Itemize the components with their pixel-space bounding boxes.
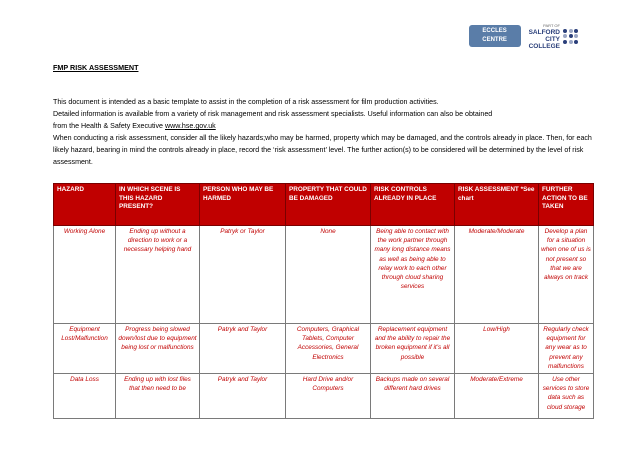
cell-further-action: Regularly check equipment for any wear as to prevent any malfunctions <box>539 324 594 374</box>
cell-controls: Being able to contact with the work partner through many long distance means as well as being able to relay work to each other through cloud sharing services <box>371 226 455 324</box>
header-assessment: RISK ASSESSMENT *See chart <box>455 184 539 226</box>
intro-line-2: Detailed information is available from a variety of risk management and risk assessment specialists. Useful information can also be obtained <box>53 110 493 118</box>
cell-person: Patryk and Taylor <box>200 324 286 374</box>
table-row <box>54 374 594 419</box>
cell-scene: Ending up without a direction to work or a necessary helping hand <box>116 226 200 324</box>
header-further-action: FURTHER ACTION TO BE TAKEN <box>539 184 594 226</box>
salford-part-of: PART OF <box>543 23 560 28</box>
cell-hazard: Data Loss <box>54 374 116 419</box>
cell-assessment: Moderate/Moderate <box>455 226 539 324</box>
cell-property: Computers, Graphical Tablets, Computer Accessories, General Electronics <box>286 324 371 374</box>
cell-controls: Replacement equipment and the ability to repair the broken equipment if it’s all possible <box>371 324 455 374</box>
header-hazard: HAZARD <box>54 184 116 226</box>
table-row <box>54 324 594 374</box>
risk-assessment-table <box>53 183 594 419</box>
header-controls: RISK CONTROLS ALREADY IN PLACE <box>371 184 455 226</box>
table-header-row <box>54 184 594 226</box>
salford-logo-line3: COLLEGE <box>528 43 560 50</box>
salford-logo-line2: CITY <box>545 36 560 43</box>
cell-controls: Backups made on several different hard drives <box>371 374 455 419</box>
cell-hazard: Equipment Lost/Malfunction <box>54 324 116 374</box>
cell-assessment: Moderate/Extreme <box>455 374 539 419</box>
salford-dots-icon <box>563 29 578 44</box>
cell-property: Hard Drive and/or Computers <box>286 374 371 419</box>
cell-person: Patryk and Taylor <box>200 374 286 419</box>
intro-paragraph <box>53 96 593 132</box>
intro-line-1: This document is intended as a basic template to assist in the completion of a risk assessment for film production activities. <box>53 98 439 106</box>
salford-logo-line1: SALFORD <box>528 29 560 36</box>
table-row <box>54 226 594 324</box>
cell-further-action: Use other services to store data such as cloud storage <box>539 374 594 419</box>
cell-scene: Ending up with lost files that then need to be <box>116 374 200 419</box>
eccles-logo-line2: CENTRE <box>482 37 507 43</box>
document-title: FMP RISK ASSESSMENT <box>53 63 139 72</box>
cell-assessment: Low/High <box>455 324 539 374</box>
hse-link[interactable]: www.hse.gov.uk <box>164 122 216 130</box>
cell-property: None <box>286 226 371 324</box>
intro-line-3: from the Health & Safety Executive <box>53 122 165 130</box>
cell-person: Patryk or Taylor <box>200 226 286 324</box>
header-scene: IN WHICH SCENE IS THIS HAZARD PRESENT? <box>116 184 200 226</box>
cell-hazard: Working Alone <box>54 226 116 324</box>
header-property: PROPERTY THAT COULD BE DAMAGED <box>286 184 371 226</box>
cell-scene: Progress being slowed down/lost due to equipment being lost or malfunctions <box>116 324 200 374</box>
instructions-paragraph: When conducting a risk assessment, consider all the likely hazards;who may be harmed, property which may be damaged, and the controls already in place. Then, for each likely hazard, bearing in mind the controls already in place, record the ‘risk assessment’ level. The further action(s) to be considered will be determined by the level of risk assessment. <box>53 134 592 166</box>
cell-further-action: Develop a plan for a situation when one of us is not present so that we are always on track <box>539 226 594 324</box>
header-person: PERSON WHO MAY BE HARMED <box>200 184 286 226</box>
header-logos <box>469 22 578 50</box>
eccles-logo-line1: ECCLES <box>482 28 507 34</box>
eccles-centre-logo <box>469 25 521 47</box>
salford-city-college-logo <box>529 22 578 50</box>
